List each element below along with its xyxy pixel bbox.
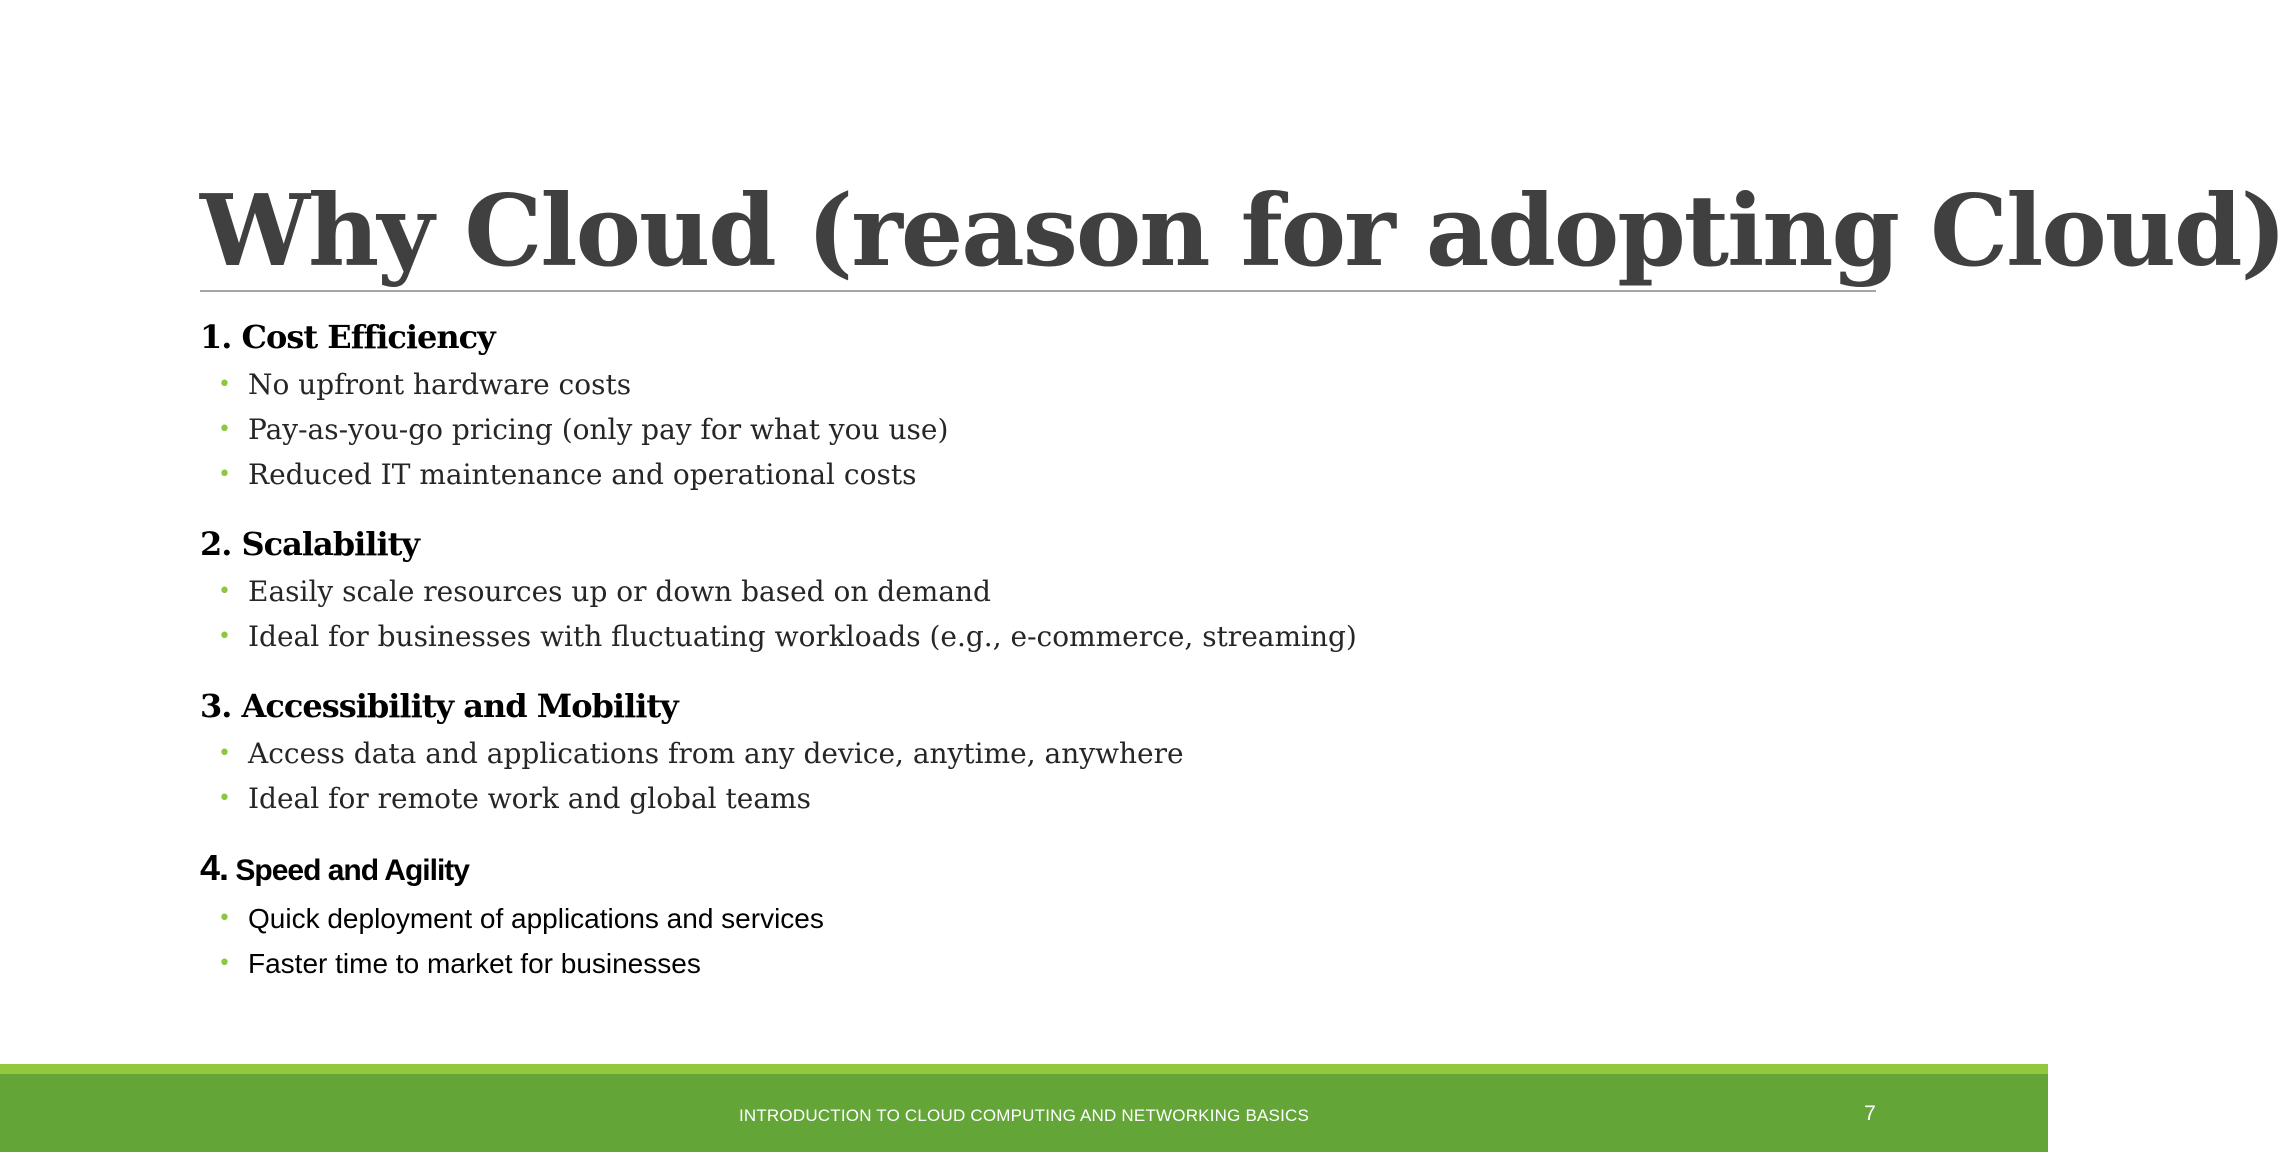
section-heading <box>200 681 1850 731</box>
section-speed-agility <box>200 843 1850 986</box>
section-number: 3. <box>200 687 232 725</box>
bullet-dot-icon: • <box>218 579 231 604</box>
section-number: 4. <box>200 847 229 888</box>
section-number: 2. <box>200 525 232 563</box>
bullet-text: Faster time to market for businesses <box>248 948 701 979</box>
section-title: Cost Efficiency <box>241 318 495 356</box>
bullet-dot-icon: • <box>218 417 231 442</box>
bullet-dot-icon: • <box>218 741 231 766</box>
bullet-text: Quick deployment of applications and services <box>248 903 824 934</box>
section-heading <box>200 312 1850 362</box>
section-cost-efficiency <box>200 312 1850 497</box>
list-item <box>200 452 1850 497</box>
bullet-list <box>200 896 1850 986</box>
section-heading <box>200 519 1850 569</box>
bullet-text: Ideal for remote work and global teams <box>248 782 811 815</box>
list-item <box>200 896 1850 941</box>
section-title: Scalability <box>241 525 419 563</box>
bullet-dot-icon: • <box>218 624 231 649</box>
bullet-list <box>200 569 1850 659</box>
section-accessibility-mobility <box>200 681 1850 821</box>
list-item <box>200 362 1850 407</box>
bullet-text: Easily scale resources up or down based on demand <box>248 575 991 608</box>
bullet-dot-icon: • <box>218 786 231 811</box>
section-title: Speed and Agility <box>235 854 469 887</box>
bullet-dot-icon: • <box>218 462 231 487</box>
slide-content <box>200 312 1850 986</box>
bullet-dot-icon: • <box>218 906 231 931</box>
bullet-list <box>200 362 1850 497</box>
section-title: Accessibility and Mobility <box>241 687 678 725</box>
title-divider <box>200 290 1876 292</box>
page-number: 7 <box>1864 1102 1876 1125</box>
bullet-dot-icon: • <box>218 951 231 976</box>
slide-title: Why Cloud (reason for adopting Cloud) <box>200 174 2285 289</box>
section-scalability <box>200 519 1850 659</box>
bullet-text: Access data and applications from any device, anytime, anywhere <box>248 737 1184 770</box>
list-item <box>200 731 1850 776</box>
bullet-text: Reduced IT maintenance and operational costs <box>248 458 917 491</box>
bullet-text: Ideal for businesses with fluctuating workloads (e.g., e-commerce, streaming) <box>248 620 1357 653</box>
footer-accent-stripe <box>0 1064 2048 1074</box>
list-item <box>200 776 1850 821</box>
footer-text: INTRODUCTION TO CLOUD COMPUTING AND NETWORKING BASICS <box>738 1106 1310 1125</box>
list-item <box>200 569 1850 614</box>
section-heading <box>200 843 1850 896</box>
section-number: 1. <box>200 318 232 356</box>
bullet-text: No upfront hardware costs <box>248 368 632 401</box>
list-item <box>200 407 1850 452</box>
bullet-dot-icon: • <box>218 372 231 397</box>
list-item <box>200 941 1850 986</box>
bullet-text: Pay-as-you-go pricing (only pay for what you use) <box>248 413 949 446</box>
list-item <box>200 614 1850 659</box>
bullet-list <box>200 731 1850 821</box>
